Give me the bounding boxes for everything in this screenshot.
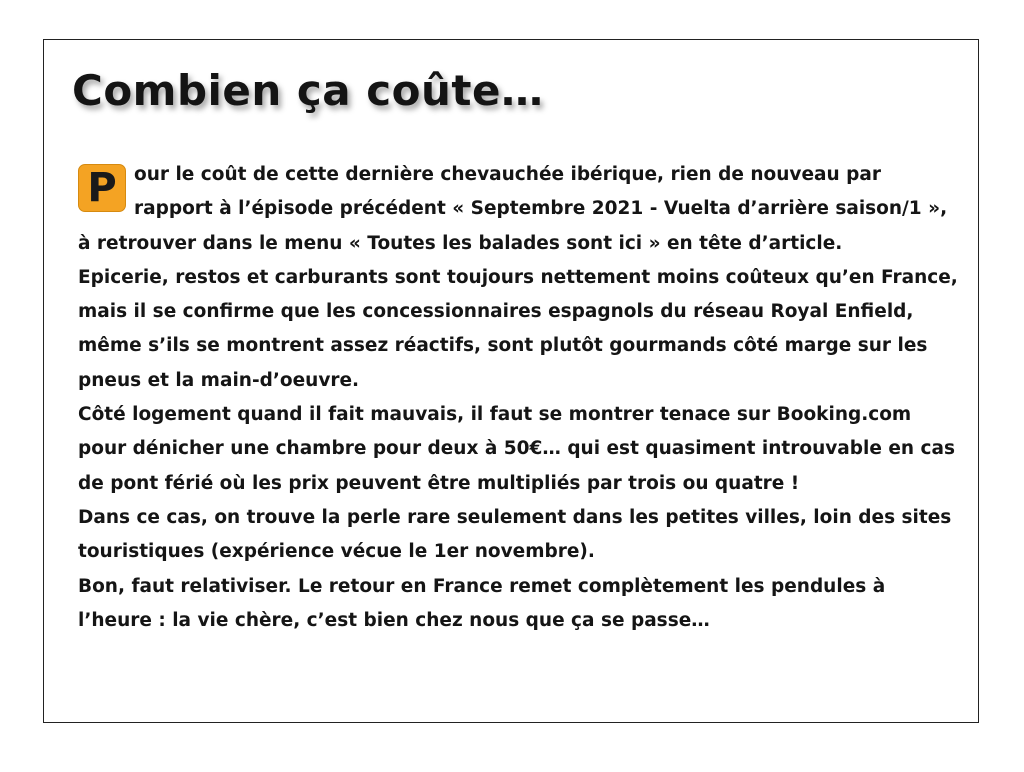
paragraph-prices: Epicerie, restos et carburants sont toujours nettement moins coûteux qu’en France, mais il se confirme que les concessionnaires espagnols du réseau Royal Enfield, même s’ils se montrent assez réactifs, sont plutôt gourmands côté marge sur les pneus et la main-d’oeuvre. (78, 266, 958, 391)
drop-cap: P (78, 164, 126, 212)
article-body (78, 158, 958, 638)
paragraph-conclusion: Bon, faut relativiser. Le retour en France remet complètement les pendules à l’heure : la vie chère, c’est bien chez nous que ça se passe… (78, 575, 886, 631)
slide-frame (43, 39, 979, 723)
paragraph-intro (78, 158, 958, 261)
paragraph-intro-text: our le coût de cette dernière chevauchée ibérique, rien de nouveau par rapport à l’épisode précédent « Septembre 2021 - Vuelta d’arrière saison/1 », à retrouver dans le menu « Toutes les balades sont ici » en tête d’article. (78, 164, 948, 254)
page-title: Combien ça coûte… (72, 66, 544, 115)
paragraph-small-towns: Dans ce cas, on trouve la perle rare seulement dans les petites villes, loin des sites touristiques (expérience vécue le 1er novembre). (78, 506, 952, 563)
paragraph-lodging: Côté logement quand il fait mauvais, il faut se montrer tenace sur Booking.com pour dénicher une chambre pour deux à 50€… qui est quasiment introuvable en cas de pont férié où les prix peuvent être multipliés par trois ou quatre ! (78, 404, 955, 494)
